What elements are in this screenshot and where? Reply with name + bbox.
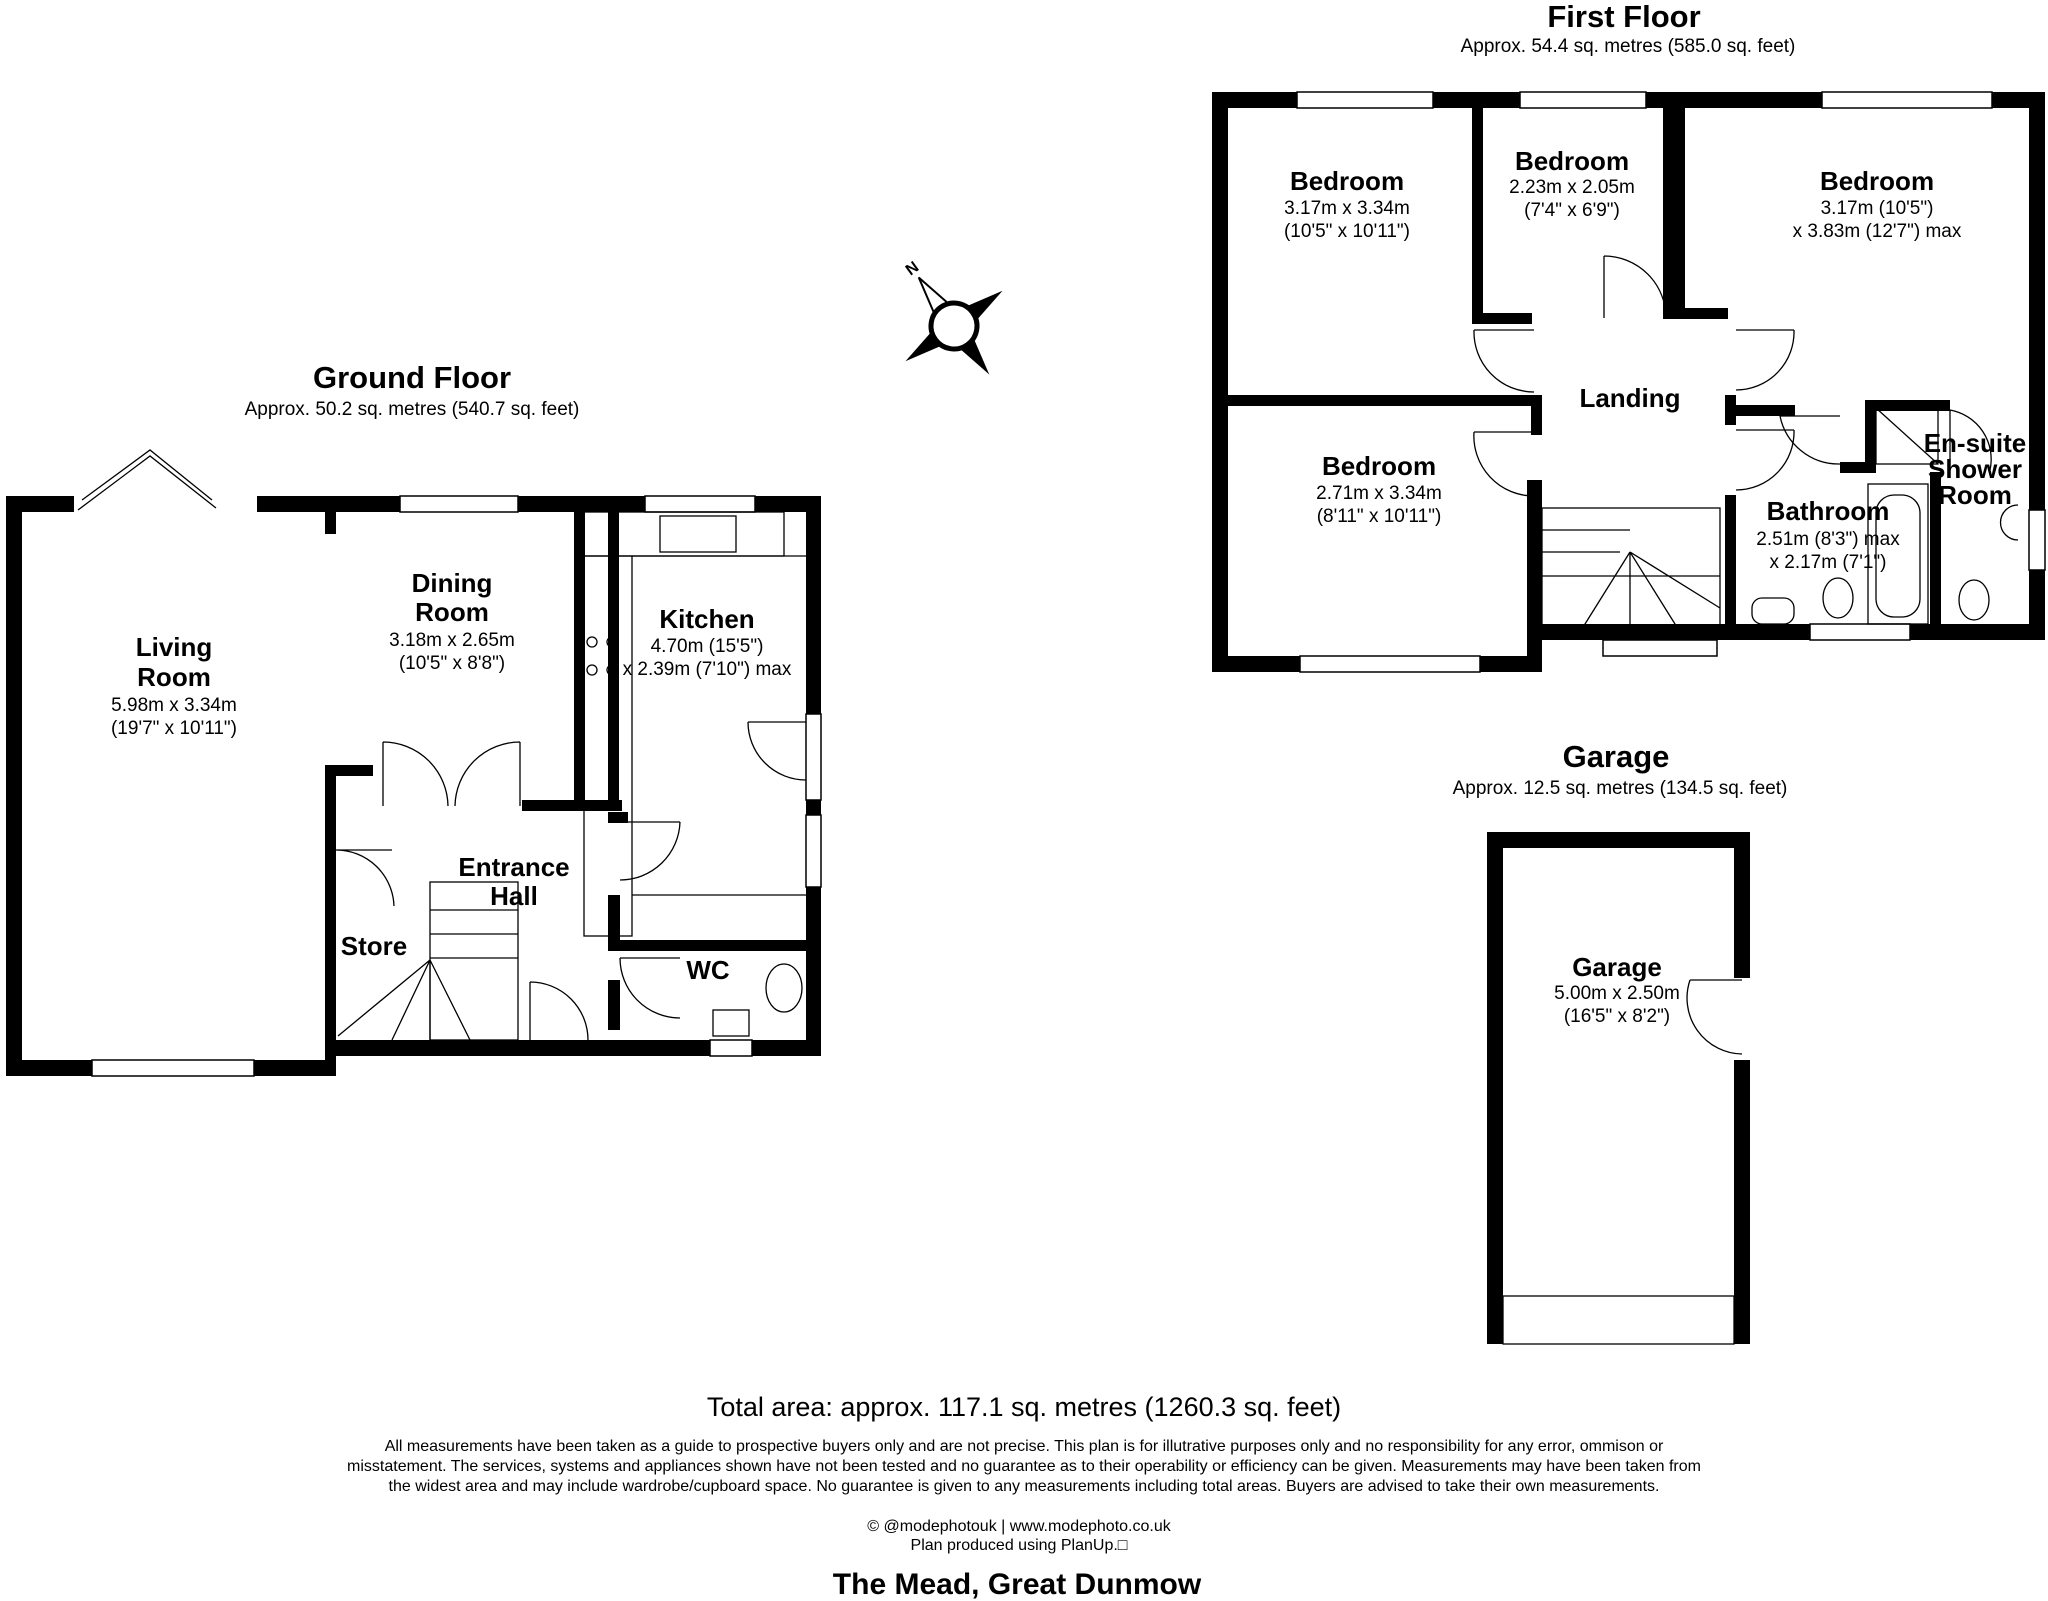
kitchen-label [623,604,792,680]
living-room-name: Living [135,632,213,662]
kitchen-dims-line1: 4.70m (15'5") [650,636,764,657]
disclaimer-line: misstatement. The services, systems and appliances shown have not been tested and no guarantee as to their operability or efficiency can be given. Measurements may have been taken from [347,1458,1701,1475]
garage-dims-metric: 5.00m x 2.50m [1554,983,1680,1004]
garage-plan [1487,832,1750,1344]
bedroom-1-label [1284,166,1410,242]
disclaimer-line: the widest area and may include wardrobe/cupboard space. No guarantee is given to any measurements including total areas. Buyers are advised to take their own measurements. [388,1478,1660,1495]
bedroom-1-dims-imperial: (10'5" x 10'11") [1283,221,1411,242]
bedroom-2-dims-imperial: (7'4" x 6'9") [1524,200,1620,221]
kitchen-dims-line2: x 2.39m (7'10") max [622,659,792,680]
entrance-hall-name: Entrance [458,852,570,882]
living-room-dims-imperial: (19'7" x 10'11") [110,718,238,739]
ground-floor-area: Approx. 50.2 sq. metres (540.7 sq. feet) [244,399,580,420]
store-label: Store [340,931,408,961]
bedroom-3-dims-line2: x 3.83m (12'7") max [1792,221,1962,242]
entrance-hall-name-2: Hall [490,881,538,911]
ground-floor-heading [245,360,580,420]
bathroom-dims-line1: 2.51m (8'3") max [1756,529,1900,550]
first-floor-heading [1461,0,1796,57]
bedroom-2-dims-metric: 2.23m x 2.05m [1509,177,1635,198]
garage-heading [1453,739,1788,799]
disclaimer-line: All measurements have been taken as a guide to prospective buyers only and are not precise. This plan is for illutrative purposes only and no responsibility for any error, ommison or [384,1438,1664,1455]
dining-room-name-2: Room [415,597,489,627]
garage-area: Approx. 12.5 sq. metres (134.5 sq. feet) [1452,778,1788,799]
bathroom-dims-line2: x 2.17m (7'1") [1769,552,1887,573]
compass-north-label: N [902,258,923,280]
bedroom-4-dims-metric: 2.71m x 3.34m [1316,483,1442,504]
bedroom-4-label [1316,451,1442,527]
bedroom-4-dims-imperial: (8'11" x 10'11") [1316,506,1442,527]
dining-room-dims-imperial: (10'5" x 8'8") [398,653,506,674]
credits-line: Plan produced using PlanUp.□ [910,1537,1128,1554]
garage-dims-imperial: (16'5" x 8'2") [1563,1006,1671,1027]
bedroom-1-name: Bedroom [1289,166,1405,196]
living-room-name-2: Room [137,662,211,692]
compass-icon [859,227,1038,410]
bedroom-2-label [1509,146,1635,221]
garage-name: Garage [1572,952,1662,982]
credits-line: © @modephotouk | www.modephoto.co.uk [867,1518,1171,1535]
living-room-dims-metric: 5.98m x 3.34m [111,695,237,716]
bedroom-2-name: Bedroom [1514,146,1630,176]
first-floor-area: Approx. 54.4 sq. metres (585.0 sq. feet) [1460,36,1796,57]
living-room-label [111,632,237,739]
total-area: Total area: approx. 117.1 sq. metres (1260.3 sq. feet) [706,1392,1342,1422]
bedroom-4-name: Bedroom [1321,451,1437,481]
entrance-hall-label [458,852,569,911]
bedroom-3-name: Bedroom [1819,166,1935,196]
dining-room-label [389,568,515,674]
dining-room-name: Dining [411,568,493,598]
credits [867,1518,1171,1554]
first-floor-title: First Floor [1547,0,1701,34]
disclaimer [347,1438,1701,1495]
bathroom-name: Bathroom [1766,496,1890,526]
ensuite-name: En-suite [1923,428,2027,458]
garage-label [1554,952,1680,1027]
bedroom-3-label [1793,166,1962,242]
bedroom-3-dims-line1: 3.17m (10'5") [1820,198,1934,219]
wc-label: WC [686,955,730,985]
ensuite-name-3: Room [1938,480,2012,510]
landing-label: Landing [1579,383,1681,413]
kitchen-name: Kitchen [659,604,755,634]
dining-room-dims-metric: 3.18m x 2.65m [389,630,515,651]
bathroom-label [1756,496,1900,573]
ensuite-label [1924,428,2027,510]
ground-floor-title: Ground Floor [312,360,512,395]
ensuite-name-2: Shower [1928,454,2022,484]
bedroom-1-dims-metric: 3.17m x 3.34m [1284,198,1410,219]
garage-title: Garage [1562,739,1670,774]
property-address: The Mead, Great Dunmow [832,1568,1202,1601]
